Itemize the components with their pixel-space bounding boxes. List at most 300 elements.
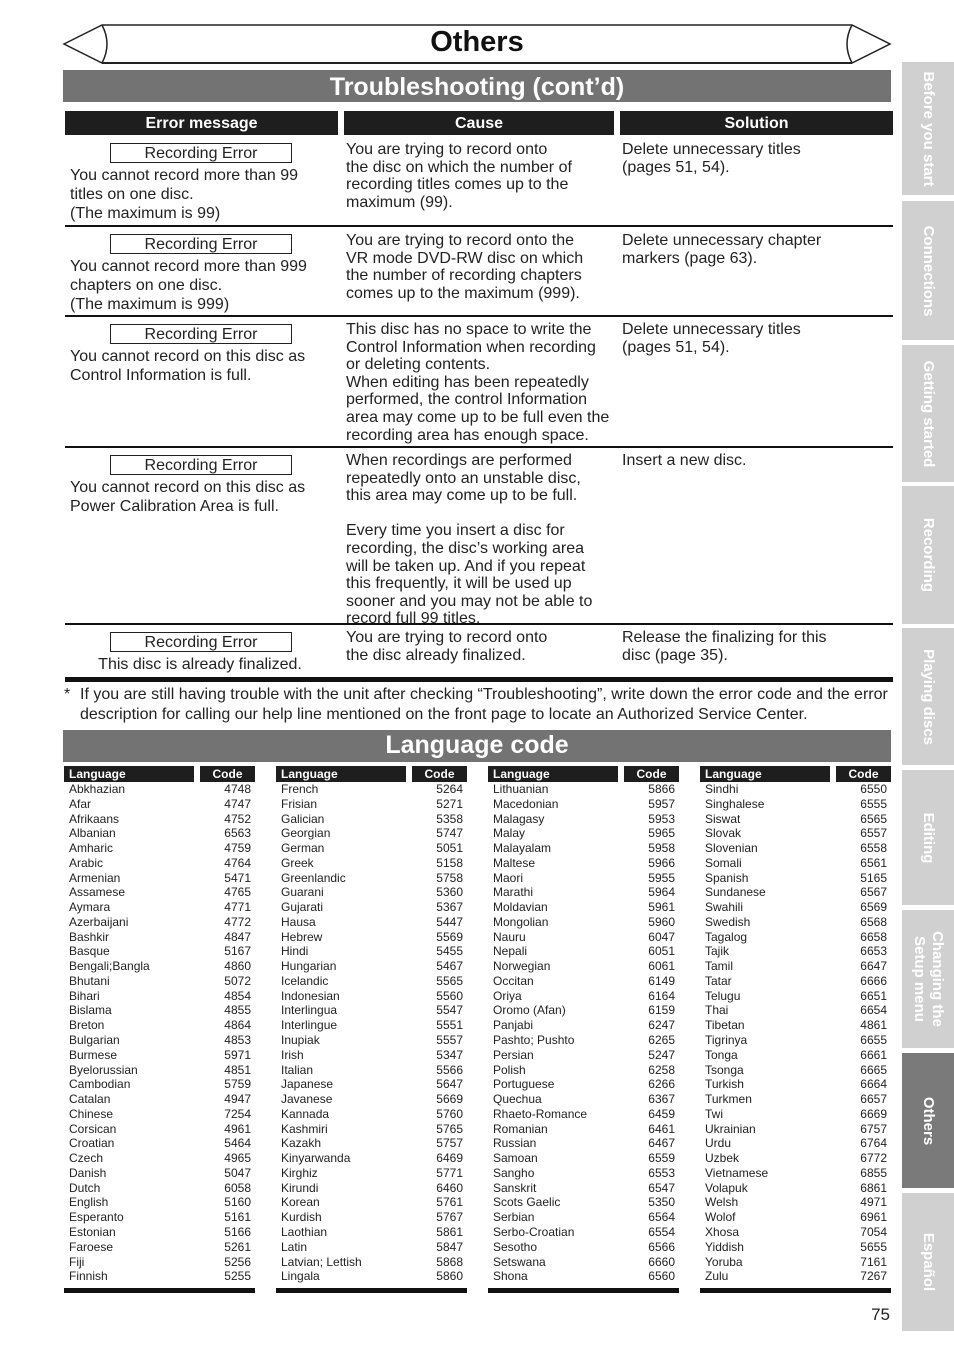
language-code-value: 5655 (860, 1239, 887, 1254)
language-code-value: 5358 (436, 811, 463, 826)
language-name: Cambodian (69, 1077, 131, 1092)
language-code-value: 5560 (436, 988, 463, 1003)
language-name: Scots Gaelic (493, 1195, 561, 1210)
language-name: Hungarian (281, 959, 337, 974)
language-row (64, 1225, 255, 1240)
language-code-value: 5047 (224, 1165, 251, 1180)
side-tab-label (919, 1096, 937, 1144)
language-row (700, 1166, 891, 1181)
error-description: You cannot record more than 99 titles on one disc. (The maximum is 99) (70, 167, 299, 222)
language-name: Bhutani (69, 973, 110, 988)
language-code-value: 5455 (436, 944, 463, 959)
language-code-value: 6047 (648, 929, 675, 944)
language-code-value: 5757 (436, 1136, 463, 1151)
language-code-value: 6569 (860, 900, 887, 915)
language-name: Interlingue (281, 1018, 338, 1033)
language-code-value: 4860 (224, 959, 251, 974)
troubleshooting-row (65, 136, 893, 224)
language-row (488, 856, 679, 871)
header-banner (62, 22, 892, 66)
language-row (488, 1225, 679, 1240)
side-tab[interactable] (902, 628, 954, 765)
side-tab-label (919, 71, 937, 186)
language-name: Estonian (69, 1224, 116, 1239)
language-row (276, 1018, 467, 1033)
language-row (700, 1269, 891, 1284)
language-name: Italian (281, 1062, 314, 1077)
language-name: Hindi (281, 944, 309, 959)
language-row (276, 826, 467, 841)
language-name: Kashmiri (281, 1121, 328, 1136)
language-name: Basque (69, 944, 110, 959)
language-name: Czech (69, 1151, 104, 1166)
language-name: Byelorussian (69, 1062, 138, 1077)
language-code-value: 6550 (860, 782, 887, 796)
language-name: Polish (493, 1062, 526, 1077)
language-name: Turkish (705, 1077, 744, 1092)
language-code-value: 4861 (860, 1018, 887, 1033)
column-header-solution: Solution (620, 111, 893, 135)
language-name: Corsican (69, 1121, 117, 1136)
language-name: Azerbaijani (69, 914, 129, 929)
language-code-value: 6653 (860, 944, 887, 959)
cause-text: You are trying to record onto the disc already finalized. (346, 629, 548, 664)
side-tab-label-line: Español (920, 1232, 937, 1292)
language-name: Afrikaans (69, 811, 120, 826)
language-name: Breton (69, 1018, 105, 1033)
side-tab[interactable] (902, 345, 954, 482)
language-code-value: 5471 (224, 870, 251, 885)
language-code-value: 5965 (648, 826, 675, 841)
language-name: Slovenian (705, 841, 758, 856)
language-code-value: 6568 (860, 914, 887, 929)
language-row (488, 974, 679, 989)
language-row (64, 1063, 255, 1078)
language-code-value: 4771 (224, 900, 251, 915)
language-name: Laothian (281, 1224, 328, 1239)
language-name: Panjabi (493, 1018, 534, 1033)
language-name: Romanian (493, 1121, 548, 1136)
language-row (700, 826, 891, 841)
language-row (64, 1018, 255, 1033)
language-code-value: 6553 (648, 1165, 675, 1180)
language-code-value: 6764 (860, 1136, 887, 1151)
header-language: Language (488, 766, 618, 782)
language-row (700, 1122, 891, 1137)
language-name: Albanian (69, 826, 116, 841)
language-code-value: 5347 (436, 1047, 463, 1062)
language-name: Hebrew (281, 929, 323, 944)
language-row (700, 1063, 891, 1078)
language-code-value: 4855 (224, 1003, 251, 1018)
language-name: Oromo (Afan) (493, 1003, 566, 1018)
language-code-value: 4765 (224, 885, 251, 900)
language-code-value: 7161 (860, 1254, 887, 1269)
language-row (488, 782, 679, 797)
header-language: Language (276, 766, 406, 782)
language-row (64, 944, 255, 959)
language-code-value: 6560 (648, 1269, 675, 1284)
language-row (488, 1136, 679, 1151)
language-row (276, 1077, 467, 1092)
language-name: Russian (493, 1136, 537, 1151)
language-name: Tsonga (705, 1062, 744, 1077)
language-code-value: 6666 (860, 973, 887, 988)
language-row (64, 1107, 255, 1122)
language-code-value: 6265 (648, 1033, 675, 1048)
language-row (488, 915, 679, 930)
table-bottom-rule (65, 677, 893, 682)
language-code-value: 6563 (224, 826, 251, 841)
language-row (64, 900, 255, 915)
language-code-value: 6247 (648, 1018, 675, 1033)
language-row (64, 1255, 255, 1270)
side-tab-label (919, 225, 937, 316)
language-name: Yoruba (705, 1254, 743, 1269)
language-row (276, 974, 467, 989)
language-code-value: 6557 (860, 826, 887, 841)
language-row (700, 959, 891, 974)
language-row (488, 1003, 679, 1018)
side-tab-label-line: Setup menu (911, 936, 928, 1022)
troubleshooting-row (65, 225, 893, 315)
language-name: Tatar (705, 973, 732, 988)
language-row (488, 900, 679, 915)
language-name: Macedonian (493, 796, 559, 811)
language-name: Greenlandic (281, 870, 346, 885)
header-code: Code (200, 766, 255, 782)
language-code-value: 4853 (224, 1033, 251, 1048)
language-row (64, 959, 255, 974)
language-row (488, 1269, 679, 1284)
language-row (64, 1033, 255, 1048)
language-code-value: 5166 (224, 1224, 251, 1239)
language-code-value: 5566 (436, 1062, 463, 1077)
language-code-value: 5958 (648, 841, 675, 856)
language-code-value: 5464 (224, 1136, 251, 1151)
language-row (64, 885, 255, 900)
troubleshooting-row (65, 623, 893, 677)
language-name: Thai (705, 1003, 729, 1018)
language-code-value: 6149 (648, 973, 675, 988)
language-name: Tibetan (705, 1018, 745, 1033)
language-name: Sundanese (705, 885, 766, 900)
language-name: Kannada (281, 1106, 330, 1121)
side-tab[interactable] (902, 770, 954, 905)
language-name: Greek (281, 855, 314, 870)
language-name: Rhaeto-Romance (493, 1106, 588, 1121)
language-code-value: 6459 (648, 1106, 675, 1121)
language-name: Turkmen (705, 1092, 752, 1107)
language-name: Nauru (493, 929, 526, 944)
language-code-value: 5957 (648, 796, 675, 811)
side-tab-label (919, 649, 937, 745)
language-row (276, 1092, 467, 1107)
language-row (488, 812, 679, 827)
language-table-header (700, 766, 891, 782)
language-row (276, 1255, 467, 1270)
language-code-value: 6555 (860, 796, 887, 811)
language-row (488, 1063, 679, 1078)
language-code-value: 6772 (860, 1151, 887, 1166)
language-code-value: 6058 (224, 1180, 251, 1195)
language-name: Sanskrit (493, 1180, 537, 1195)
language-table-bottom-rule (700, 1288, 891, 1293)
language-code-value: 5271 (436, 796, 463, 811)
language-table-bottom-rule (64, 1288, 255, 1293)
language-row (64, 989, 255, 1004)
language-name: Twi (705, 1106, 723, 1121)
side-tab-label (919, 360, 937, 467)
side-tab[interactable] (902, 1193, 954, 1331)
language-row (64, 841, 255, 856)
language-name: Occitan (493, 973, 534, 988)
language-row (276, 797, 467, 812)
language-name: Bashkir (69, 929, 110, 944)
language-name: Bengali;Bangla (69, 959, 150, 974)
language-row (276, 1107, 467, 1122)
language-name: Wolof (705, 1210, 736, 1225)
language-row (700, 1210, 891, 1225)
language-code-value: 6658 (860, 929, 887, 944)
language-row (488, 1092, 679, 1107)
language-name: Sesotho (493, 1239, 538, 1254)
error-description: You cannot record on this disc as Control Information is full. (70, 348, 306, 384)
language-code-value: 5360 (436, 885, 463, 900)
language-row (488, 1122, 679, 1137)
language-row (700, 1048, 891, 1063)
language-name: Persian (493, 1047, 534, 1062)
language-row (488, 1077, 679, 1092)
language-name: Bihari (69, 988, 100, 1003)
language-row (700, 1255, 891, 1270)
side-tab-label (919, 812, 937, 863)
language-name: Tonga (705, 1047, 738, 1062)
language-row (488, 826, 679, 841)
language-row (700, 900, 891, 915)
language-row (64, 930, 255, 945)
language-code-value: 6164 (648, 988, 675, 1003)
language-row (276, 1181, 467, 1196)
cause-text: When recordings are performed repeatedly onto an unstable disc, this area may come up to be full. Every time you insert a disc for recording, the disc’s working area will be taken up. And if you repeat this frequently, it will be used up sooner and you may not be able to record full 99 titles. (346, 452, 593, 628)
language-name: Volapuk (705, 1180, 748, 1195)
side-tab-label-line: Before you start (920, 70, 937, 187)
language-row (488, 959, 679, 974)
language-code-value: 4851 (224, 1062, 251, 1077)
language-row (64, 826, 255, 841)
page-number: 75 (871, 1305, 890, 1324)
cause-text: You are trying to record onto the VR mode DVD-RW disc on which the number of recording chapters comes up to the maximum (999). (346, 232, 584, 302)
language-row (64, 782, 255, 797)
language-name: Vietnamese (705, 1165, 769, 1180)
language-table-column (64, 766, 255, 1293)
language-row (488, 930, 679, 945)
side-tab[interactable] (902, 62, 954, 195)
language-row (64, 1181, 255, 1196)
language-name: Kazakh (281, 1136, 322, 1151)
solution-text: Delete unnecessary titles (pages 51, 54). (622, 321, 801, 356)
language-name: Pashto; Pushto (493, 1033, 575, 1048)
side-tab-label-line: Changing the (929, 931, 946, 1027)
language-row (700, 871, 891, 886)
language-name: Xhosa (705, 1224, 740, 1239)
language-name: Afar (69, 796, 92, 811)
language-code-value: 6558 (860, 841, 887, 856)
language-row (700, 1195, 891, 1210)
language-name: Lithuanian (493, 782, 549, 796)
language-row (488, 871, 679, 886)
side-tab[interactable] (902, 910, 954, 1048)
language-row (700, 797, 891, 812)
language-code-heading: Language code (63, 730, 891, 762)
language-row (64, 797, 255, 812)
language-row (488, 1033, 679, 1048)
side-tab[interactable] (902, 1053, 954, 1188)
language-row (700, 1181, 891, 1196)
language-name: Guarani (281, 885, 324, 900)
language-row (488, 1018, 679, 1033)
language-code-value: 6664 (860, 1077, 887, 1092)
language-row (64, 1092, 255, 1107)
language-row (64, 1269, 255, 1284)
page-title: Others (430, 26, 524, 58)
language-name: Latvian; Lettish (281, 1254, 362, 1269)
language-name: Interlingua (281, 1003, 338, 1018)
language-name: Moldavian (493, 900, 548, 915)
language-name: Swahili (705, 900, 744, 915)
language-name: Bislama (69, 1003, 112, 1018)
language-name: Setswana (493, 1254, 546, 1269)
language-row (700, 1151, 891, 1166)
language-table-header (276, 766, 467, 782)
language-row (276, 1240, 467, 1255)
language-name: Samoan (493, 1151, 538, 1166)
language-code-value: 4847 (224, 929, 251, 944)
language-row (700, 1240, 891, 1255)
language-code-value: 5971 (224, 1047, 251, 1062)
language-table-header (64, 766, 255, 782)
language-code-value: 5847 (436, 1239, 463, 1254)
language-row (488, 1048, 679, 1063)
language-code-value: 5247 (648, 1047, 675, 1062)
language-name: Malagasy (493, 811, 545, 826)
language-code-value: 4965 (224, 1151, 251, 1166)
language-row (64, 1151, 255, 1166)
cause-text: You are trying to record onto the disc on which the number of recording titles comes up to the maximum (99). (346, 141, 572, 211)
language-code-value: 5747 (436, 826, 463, 841)
language-row (64, 915, 255, 930)
language-row (64, 856, 255, 871)
language-code-value: 5966 (648, 855, 675, 870)
language-name: Quechua (493, 1092, 542, 1107)
error-label-box: Recording Error (110, 143, 292, 163)
language-name: Inupiak (281, 1033, 320, 1048)
language-name: Finnish (69, 1269, 108, 1284)
language-row (488, 1240, 679, 1255)
troubleshooting-row (65, 315, 893, 447)
language-table-bottom-rule (488, 1288, 679, 1293)
language-name: Sangho (493, 1165, 535, 1180)
language-row (488, 1181, 679, 1196)
language-code-value: 5161 (224, 1210, 251, 1225)
language-row (276, 944, 467, 959)
language-name: Abkhazian (69, 782, 126, 796)
language-row (488, 885, 679, 900)
language-name: Kirundi (281, 1180, 319, 1195)
language-code-value: 5767 (436, 1210, 463, 1225)
language-code-value: 5955 (648, 870, 675, 885)
language-code-value: 6665 (860, 1062, 887, 1077)
language-name: German (281, 841, 325, 856)
language-name: Portuguese (493, 1077, 555, 1092)
language-row (64, 1048, 255, 1063)
language-code-value: 5765 (436, 1121, 463, 1136)
error-description: You cannot record on this disc as Power Calibration Area is full. (70, 479, 306, 515)
language-row (488, 1166, 679, 1181)
language-name: Galician (281, 811, 325, 826)
error-description: You cannot record more than 999 chapters on one disc. (The maximum is 999) (70, 258, 307, 313)
language-name: Somali (705, 855, 742, 870)
footnote-marker: * (64, 686, 71, 703)
solution-text: Insert a new disc. (622, 452, 747, 469)
troubleshooting-heading: Troubleshooting (cont’d) (63, 70, 891, 102)
side-tab[interactable] (902, 486, 954, 624)
language-code-value: 6159 (648, 1003, 675, 1018)
language-name: Telugu (705, 988, 741, 1003)
language-name: Arabic (69, 855, 104, 870)
language-name: Hausa (281, 914, 316, 929)
language-code-value: 6061 (648, 959, 675, 974)
language-name: Latin (281, 1239, 308, 1254)
language-name: Maori (493, 870, 524, 885)
language-code-value: 4772 (224, 914, 251, 929)
language-code-value: 6651 (860, 988, 887, 1003)
language-code-value: 6258 (648, 1062, 675, 1077)
header-code: Code (624, 766, 679, 782)
language-row (700, 930, 891, 945)
error-description: This disc is already finalized. (98, 656, 302, 673)
language-row (488, 1107, 679, 1122)
language-row (276, 1048, 467, 1063)
language-row (276, 1225, 467, 1240)
language-name: Croatian (69, 1136, 115, 1151)
language-row (488, 1210, 679, 1225)
side-tab[interactable] (902, 201, 954, 340)
language-code-value: 4747 (224, 796, 251, 811)
language-code-value: 5158 (436, 855, 463, 870)
language-code-value: 6565 (860, 811, 887, 826)
language-row (276, 915, 467, 930)
language-name: Irish (281, 1047, 304, 1062)
language-code-value: 6461 (648, 1121, 675, 1136)
language-code-value: 6757 (860, 1121, 887, 1136)
language-code-value: 5761 (436, 1195, 463, 1210)
language-name: Ukrainian (705, 1121, 756, 1136)
language-name: Serbian (493, 1210, 535, 1225)
language-name: Maltese (493, 855, 536, 870)
language-name: French (281, 782, 319, 796)
language-code-value: 5467 (436, 959, 463, 974)
language-code-value: 5367 (436, 900, 463, 915)
language-row (700, 1003, 891, 1018)
language-name: Faroese (69, 1239, 114, 1254)
language-row (488, 841, 679, 856)
language-name: Indonesian (281, 988, 340, 1003)
language-code-value: 5647 (436, 1077, 463, 1092)
language-code-value: 6051 (648, 944, 675, 959)
language-code-value: 5565 (436, 973, 463, 988)
language-code-value: 4961 (224, 1121, 251, 1136)
